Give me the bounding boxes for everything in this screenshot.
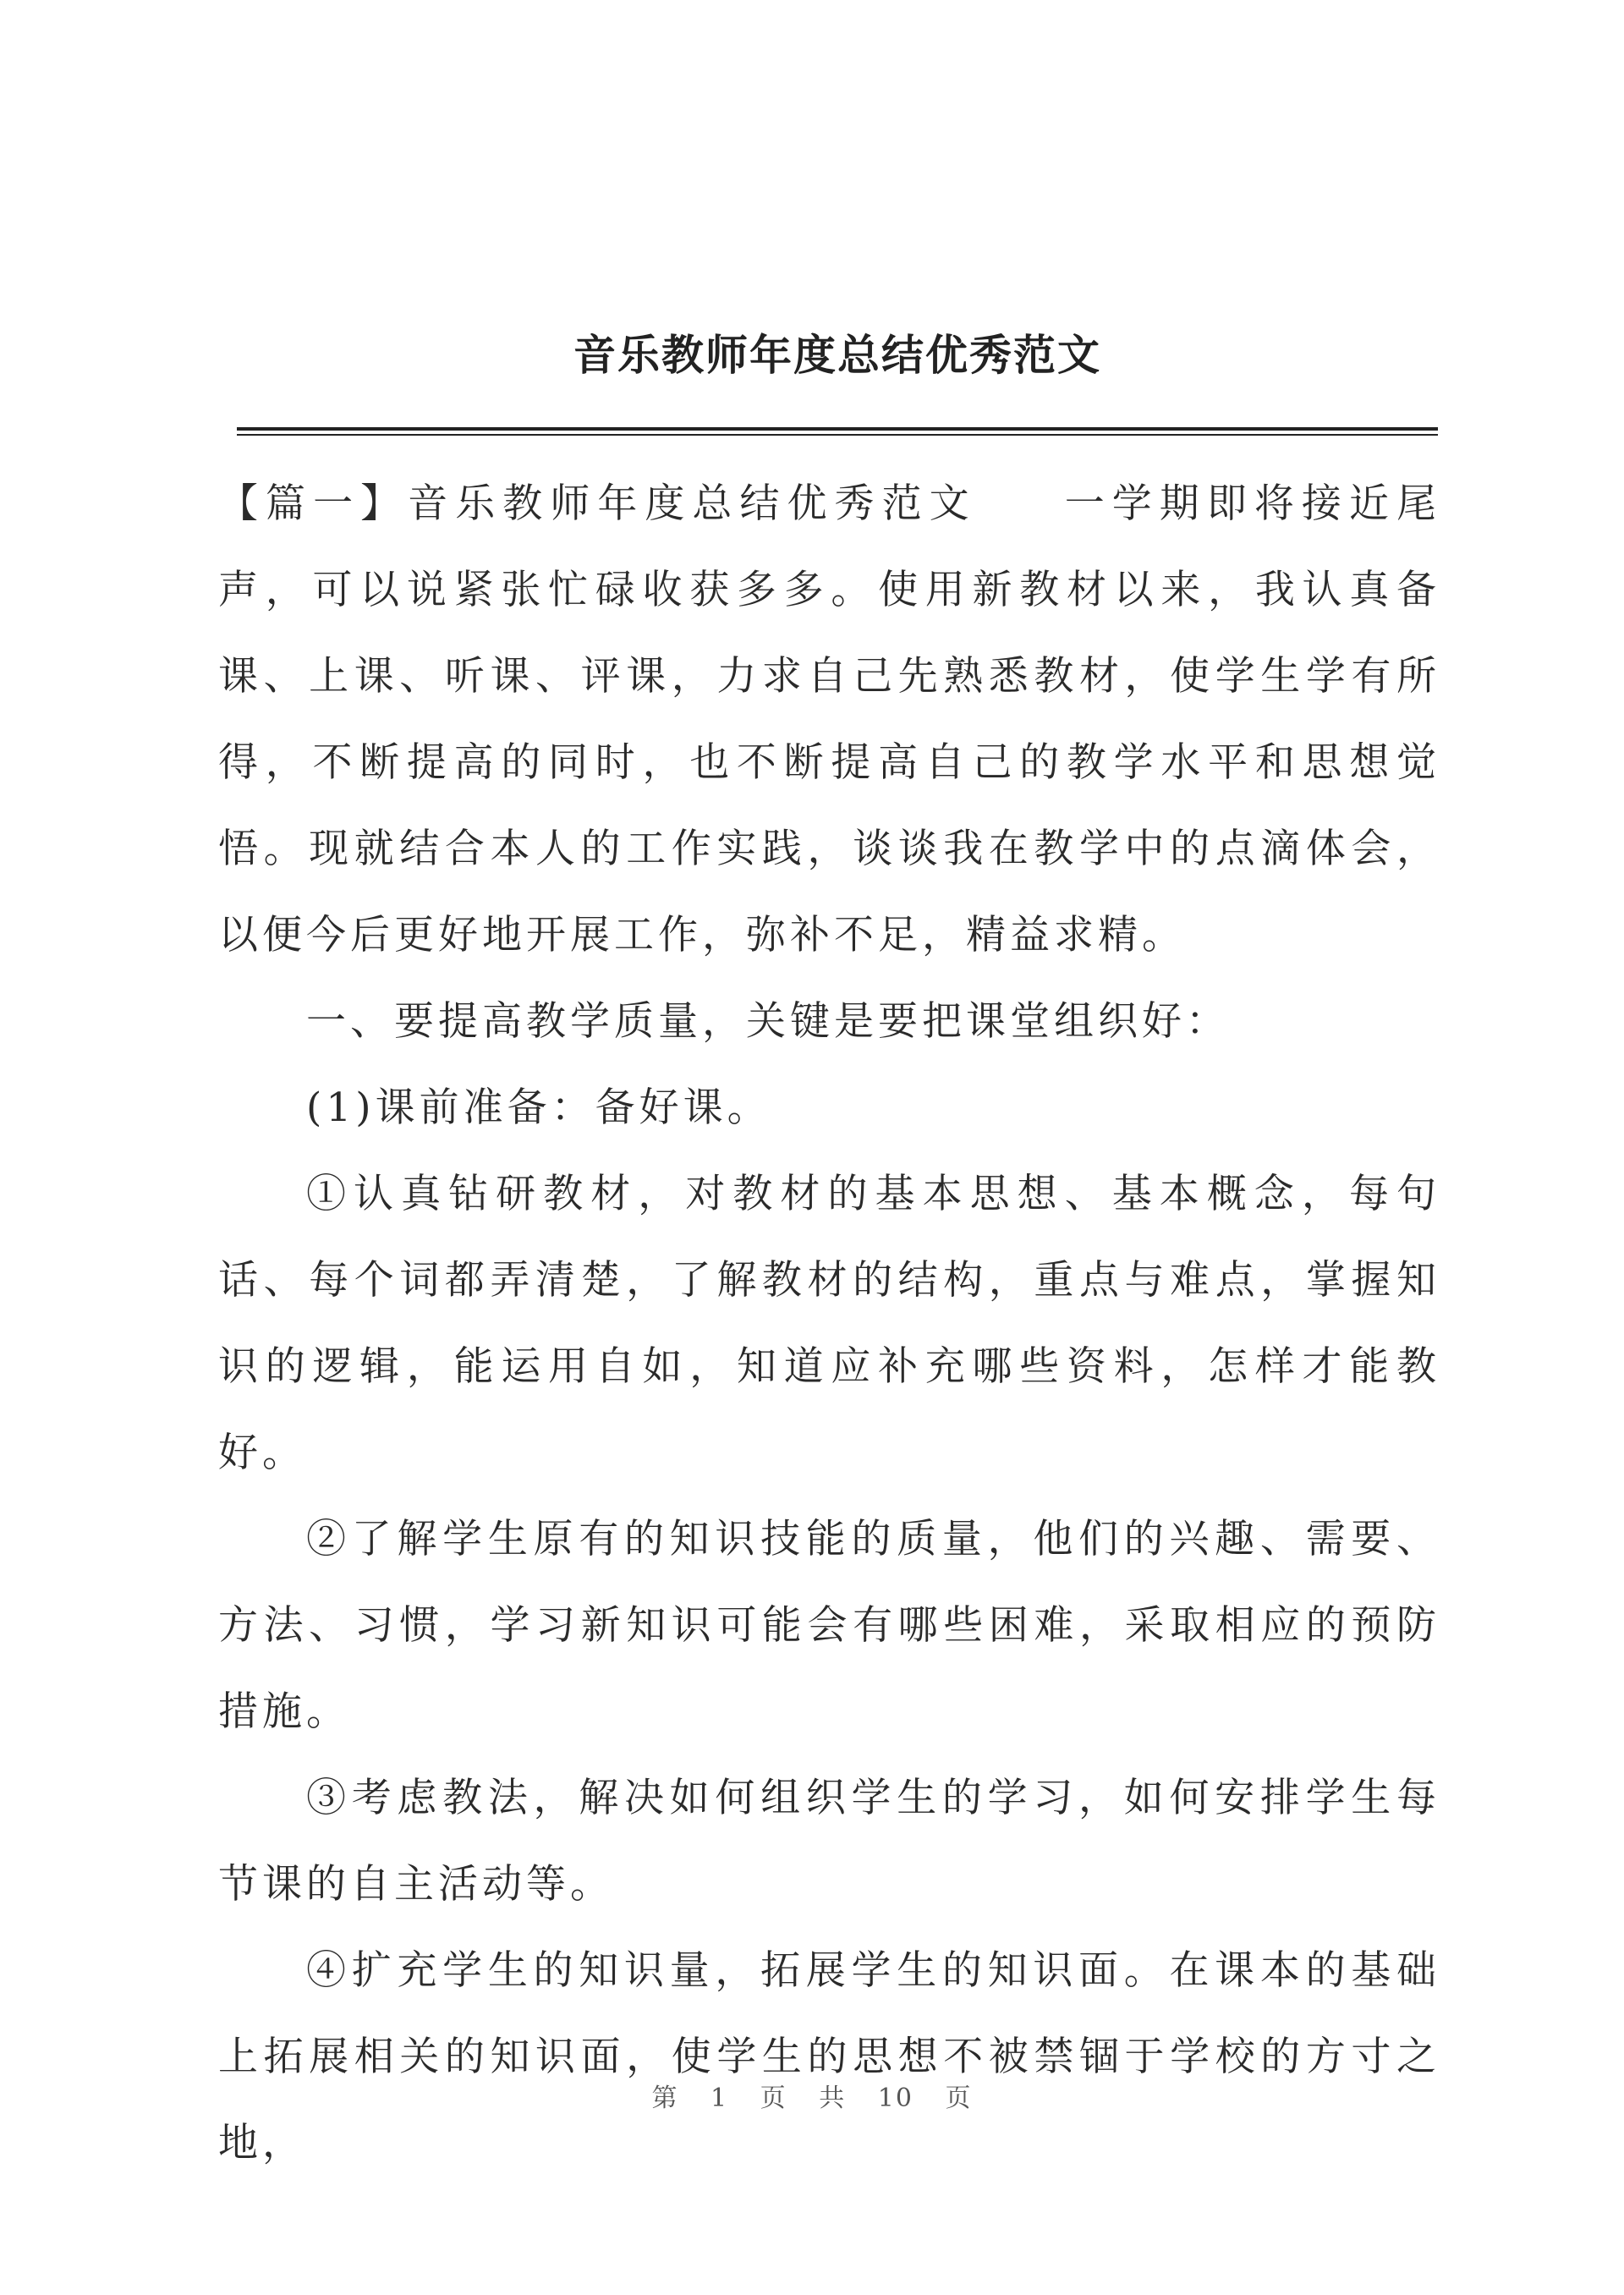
page-footer: 第 1 页 共 10 页 <box>651 2084 973 2113</box>
title-divider-thick <box>237 427 1438 431</box>
body-paragraph: ①认真钻研教材，对教材的基本思想、基本概念，每句话、每个词都弄清楚，了解教材的结构，重点与难点，掌握知识的逻辑，能运用自如，知道应补充哪些资料，怎样才能教好。 <box>218 1171 1440 1476</box>
body-paragraph: ③考虑教法，解决如何组织学生的学习，如何安排学生每节课的自主活动等。 <box>218 1775 1440 1908</box>
section-heading: 一、要提高教学质量，关键是要把课堂组织好： <box>306 998 1230 1045</box>
intro-text: 一学期即将接近尾声，可以说紧张忙碌收获多多。使用新教材以来，我认真备课、上课、听课、评课，力求自己先熟悉教材，使学生学有所得，不断提高的同时，也不断提高自己的教学水平和思想觉悟。现就结合本人的工作实践，谈谈我在教学中的点滴体会，以便今后更好地开展工作，弥补不足，精益求精。 <box>218 480 1441 958</box>
title-divider-thin <box>237 434 1438 436</box>
body-paragraph: ②了解学生原有的知识技能的质量，他们的兴趣、需要、方法、习惯，学习新知识可能会有哪些困难，采取相应的预防措施。 <box>218 1516 1440 1735</box>
document-title: 音乐教师年度总结优秀范文 <box>573 330 1101 380</box>
intro-paragraph <box>218 461 1440 979</box>
document-body <box>218 461 1440 2187</box>
intro-heading: 【篇一】音乐教师年度总结优秀范文 <box>218 480 977 527</box>
subsection-heading: (1)课前准备：备好课。 <box>306 1084 771 1131</box>
body-paragraph: ④扩充学生的知识量，拓展学生的知识面。在课本的基础上拓展相关的知识面，使学生的思想不被禁锢于学校的方寸之地， <box>218 1947 1440 2166</box>
